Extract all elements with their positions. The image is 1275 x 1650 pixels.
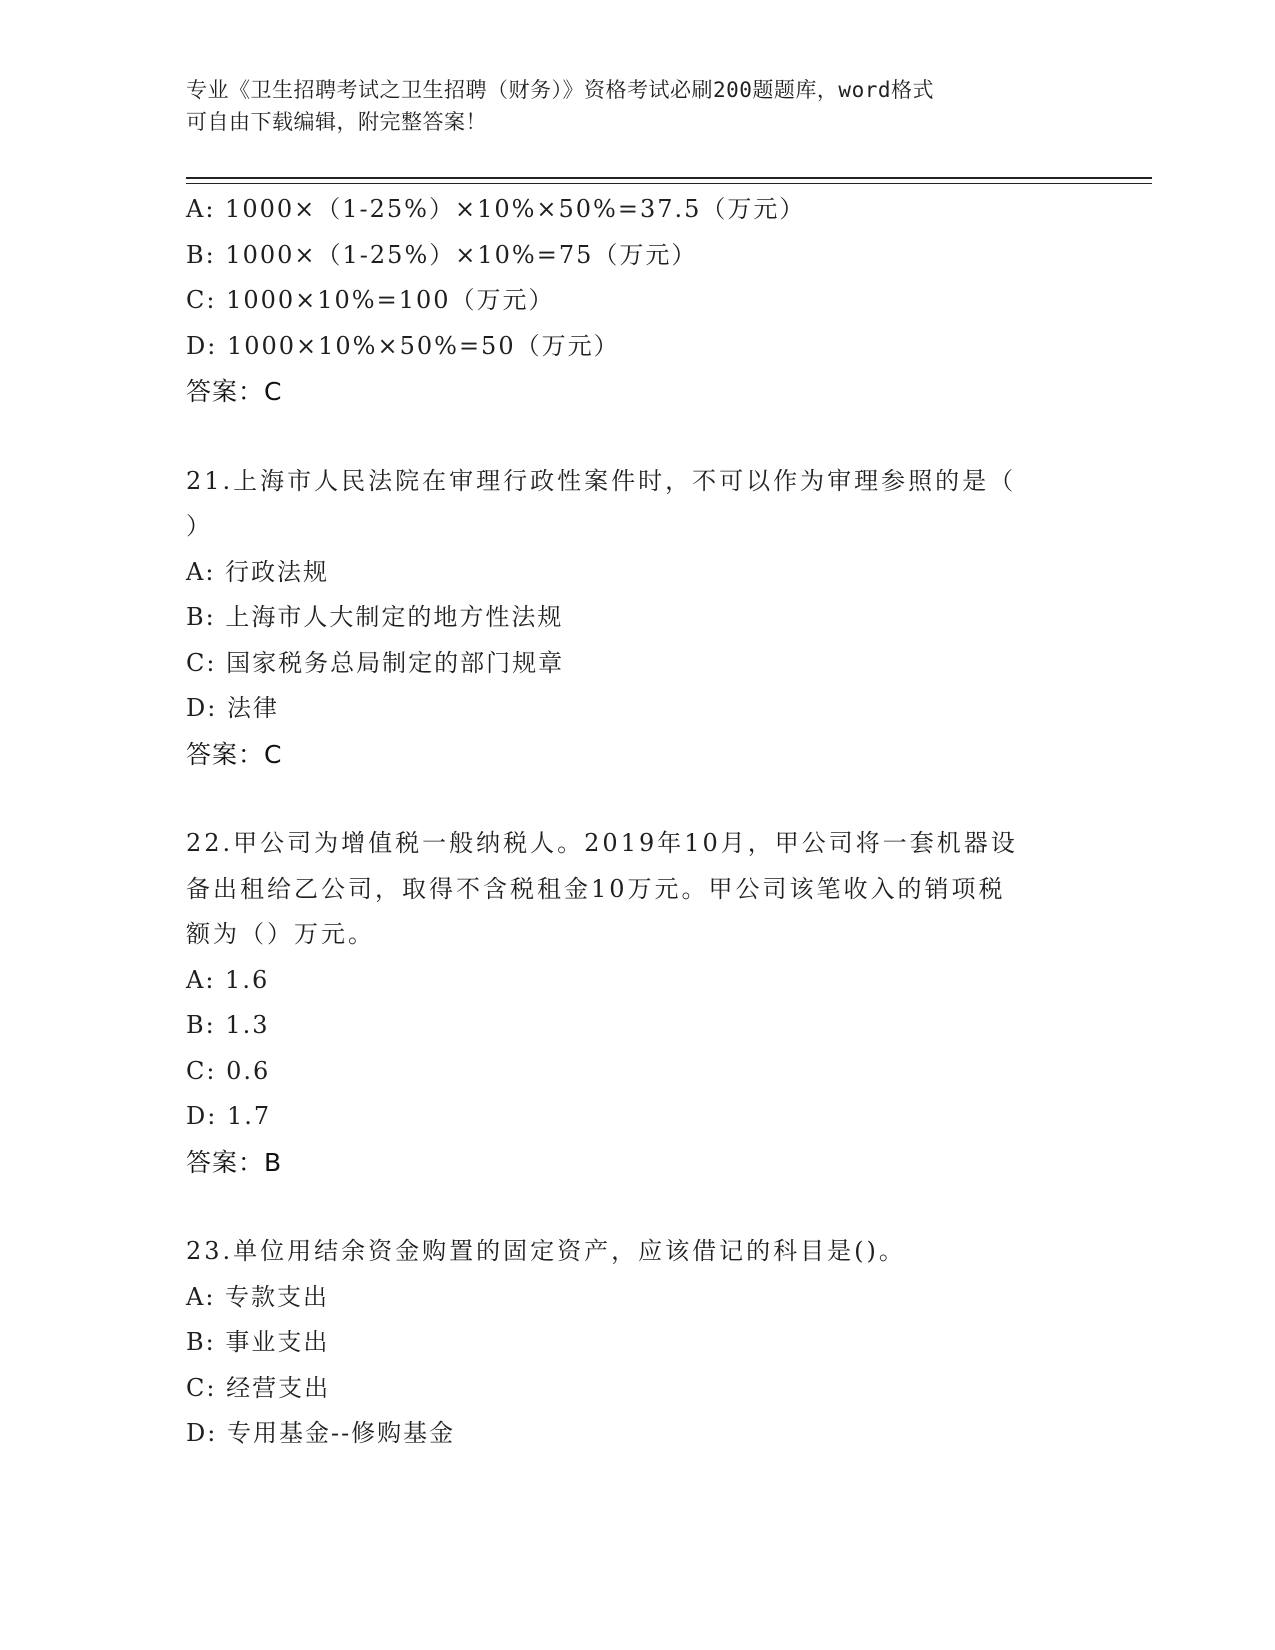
question-text-line-2: ） <box>186 512 213 540</box>
option-a: A: 1.6 <box>186 965 270 994</box>
question-23 <box>186 1229 1066 1457</box>
question-22 <box>186 821 1066 1185</box>
option-a: A: 1000×（1-25%）×10%×50%=37.5（万元） <box>186 195 806 223</box>
option-c: C: 0.6 <box>186 1056 271 1085</box>
option-b: B: 上海市人大制定的地方性法规 <box>186 603 564 631</box>
header-divider-thin <box>186 183 1152 184</box>
option-b: B: 事业支出 <box>186 1328 330 1356</box>
option-d: D: 1000×10%×50%=50（万元） <box>186 331 620 360</box>
header-line-1: 专业《卫生招聘考试之卫生招聘（财务）》资格考试必刷200题题库，word格式 <box>186 78 934 102</box>
header-line-2: 可自由下载编辑，附完整答案！ <box>186 110 487 134</box>
question-21 <box>186 459 1066 778</box>
option-a: A: 行政法规 <box>186 557 330 586</box>
question-text-line-1: 23.单位用结余资金购置的固定资产，应该借记的科目是()。 <box>186 1237 906 1265</box>
question-text-line-2: 备出租给乙公司，取得不含税租金10万元。甲公司该笔收入的销项税 <box>186 874 1006 903</box>
question-text-line-3: 额为（）万元。 <box>186 920 375 948</box>
question-text-line-1: 21.上海市人民法院在审理行政性案件时，不可以作为审理参照的是（ <box>186 466 1017 495</box>
option-b: B: 1.3 <box>186 1011 270 1039</box>
option-d: D: 法律 <box>186 694 279 722</box>
document-header <box>186 74 1066 138</box>
answer: 答案：C <box>186 377 283 406</box>
question-list <box>186 187 1066 1457</box>
header-divider-thick <box>186 177 1152 179</box>
question-20 <box>186 187 1066 415</box>
option-c: C: 国家税务总局制定的部门规章 <box>186 648 565 677</box>
answer: 答案：C <box>186 739 283 769</box>
option-a: A: 专款支出 <box>186 1282 330 1311</box>
option-c: C: 1000×10%=100（万元） <box>186 286 555 314</box>
option-b: B: 1000×（1-25%）×10%=75（万元） <box>186 240 698 269</box>
answer: 答案：B <box>186 1147 283 1177</box>
option-d: D: 1.7 <box>186 1102 272 1130</box>
spacer <box>186 1185 1066 1229</box>
question-text-line-1: 22.甲公司为增值税一般纳税人。2019年10月，甲公司将一套机器设 <box>186 829 1018 857</box>
option-d: D: 专用基金--修购基金 <box>186 1419 456 1447</box>
spacer <box>186 777 1066 821</box>
option-c: C: 经营支出 <box>186 1373 331 1402</box>
spacer <box>186 415 1066 459</box>
